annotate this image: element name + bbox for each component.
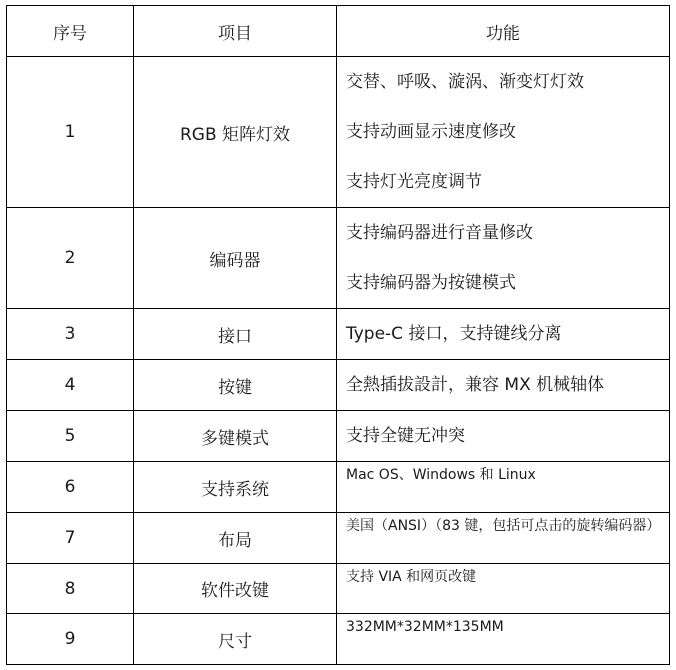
row-functions xyxy=(337,564,670,614)
row-number: 6 xyxy=(7,462,134,513)
row-number: 4 xyxy=(7,360,134,411)
row-functions xyxy=(337,614,670,665)
function-line: 332MM*32MM*135MM xyxy=(346,619,504,635)
spec-table xyxy=(6,5,670,665)
row-functions xyxy=(337,513,670,564)
row-functions xyxy=(337,411,670,462)
row-item: RGB 矩阵灯效 xyxy=(134,57,337,208)
row-item: 编码器 xyxy=(134,208,337,309)
function-line: 支持灯光亮度调节 xyxy=(346,171,482,192)
table-row xyxy=(7,462,670,513)
row-item: 多键模式 xyxy=(134,411,337,462)
table-header-row xyxy=(7,6,670,57)
table-row xyxy=(7,208,670,309)
row-item: 接口 xyxy=(134,309,337,360)
table-row xyxy=(7,309,670,360)
row-item: 尺寸 xyxy=(134,614,337,665)
row-item: 支持系统 xyxy=(134,462,337,513)
row-functions xyxy=(337,208,670,309)
row-number: 1 xyxy=(7,57,134,208)
row-item: 软件改键 xyxy=(134,564,337,614)
row-number: 2 xyxy=(7,208,134,309)
function-line: Type-C 接口，支持键线分离 xyxy=(346,323,562,344)
function-line: 支持编码器进行音量修改 xyxy=(346,222,533,243)
row-number: 5 xyxy=(7,411,134,462)
function-line: 支持动画显示速度修改 xyxy=(346,121,516,142)
row-number: 3 xyxy=(7,309,134,360)
table-row xyxy=(7,360,670,411)
table-row xyxy=(7,564,670,614)
function-line: 美国（ANSI）（83 键，包括可点击的旋转编码器） xyxy=(346,518,661,534)
table-row xyxy=(7,513,670,564)
table-row xyxy=(7,57,670,208)
function-line: 支持 VIA 和网页改键 xyxy=(346,569,477,585)
table-row xyxy=(7,614,670,665)
row-number: 7 xyxy=(7,513,134,564)
row-number: 8 xyxy=(7,564,134,614)
row-functions xyxy=(337,57,670,208)
row-functions xyxy=(337,360,670,411)
function-line: 全熱插拔設計，兼容 MX 机械轴体 xyxy=(346,374,605,395)
row-functions xyxy=(337,462,670,513)
row-functions xyxy=(337,309,670,360)
header-number: 序号 xyxy=(7,6,134,57)
row-item: 按键 xyxy=(134,360,337,411)
row-item: 布局 xyxy=(134,513,337,564)
header-item: 项目 xyxy=(134,6,337,57)
function-line: 交替、呼吸、漩涡、渐变灯灯效 xyxy=(346,71,584,92)
header-function: 功能 xyxy=(337,6,670,57)
row-number: 9 xyxy=(7,614,134,665)
function-line: 支持全键无冲突 xyxy=(346,425,465,446)
function-line: 支持编码器为按键模式 xyxy=(346,272,516,293)
table-row xyxy=(7,411,670,462)
function-line: Mac OS、Windows 和 Linux xyxy=(346,467,536,483)
